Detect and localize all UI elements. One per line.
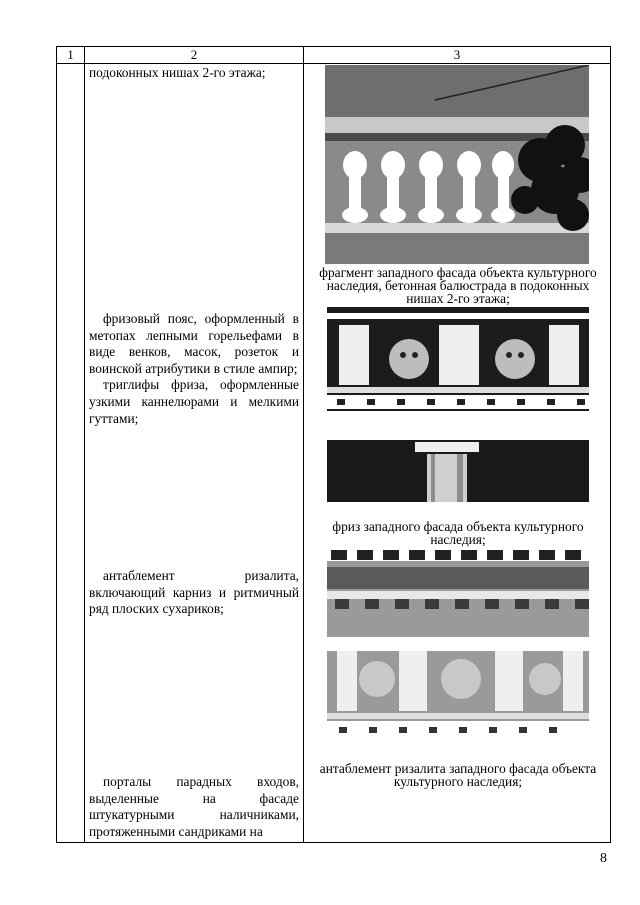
text-frieze-belt <box>89 311 299 427</box>
caption-frieze: фриз западного фасада объекта культурного наследия; <box>332 519 584 547</box>
header-col-3: 3 <box>453 47 461 62</box>
photo-column-capital <box>327 440 589 502</box>
text-triglyphs-content: триглифы фриза, оформленные узкими каннелюрами и мелкими гуттами; <box>89 377 299 426</box>
photo-entablature <box>327 547 589 745</box>
text-portals <box>89 774 299 840</box>
text-entablature-content: антаблемент ризалита, включающий карниз и ритмичный ряд плоских сухариков; <box>89 568 299 617</box>
caption-entablature: антаблемент ризалита западного фасада объекта культурного наследия; <box>319 761 597 789</box>
caption-balustrade: фрагмент западного фасада объекта культурного наследия, бетонная балюстрада в подоконных нишах 2-го этажа; <box>319 265 597 306</box>
text-frieze-belt-content: фризовый пояс, оформленный в метопах лепными горельефами в виде венков, масок, розеток и воинской атрибутики в стиле ампир; <box>89 311 299 376</box>
document-table <box>56 46 611 843</box>
page-number: 8 <box>600 851 607 866</box>
text-window-niches-content: подоконных нишах 2-го этажа; <box>89 65 266 80</box>
header-col-2: 2 <box>190 47 198 62</box>
text-entablature <box>89 568 299 618</box>
header-col-1: 1 <box>67 47 74 62</box>
photo-balustrade <box>325 65 589 264</box>
text-portals-content: порталы парадных входов, выделенные на фасаде штукатурными наличниками, протяженными сандриками на <box>89 774 299 839</box>
photo-frieze-masks <box>327 307 589 411</box>
text-window-niches <box>89 65 299 82</box>
